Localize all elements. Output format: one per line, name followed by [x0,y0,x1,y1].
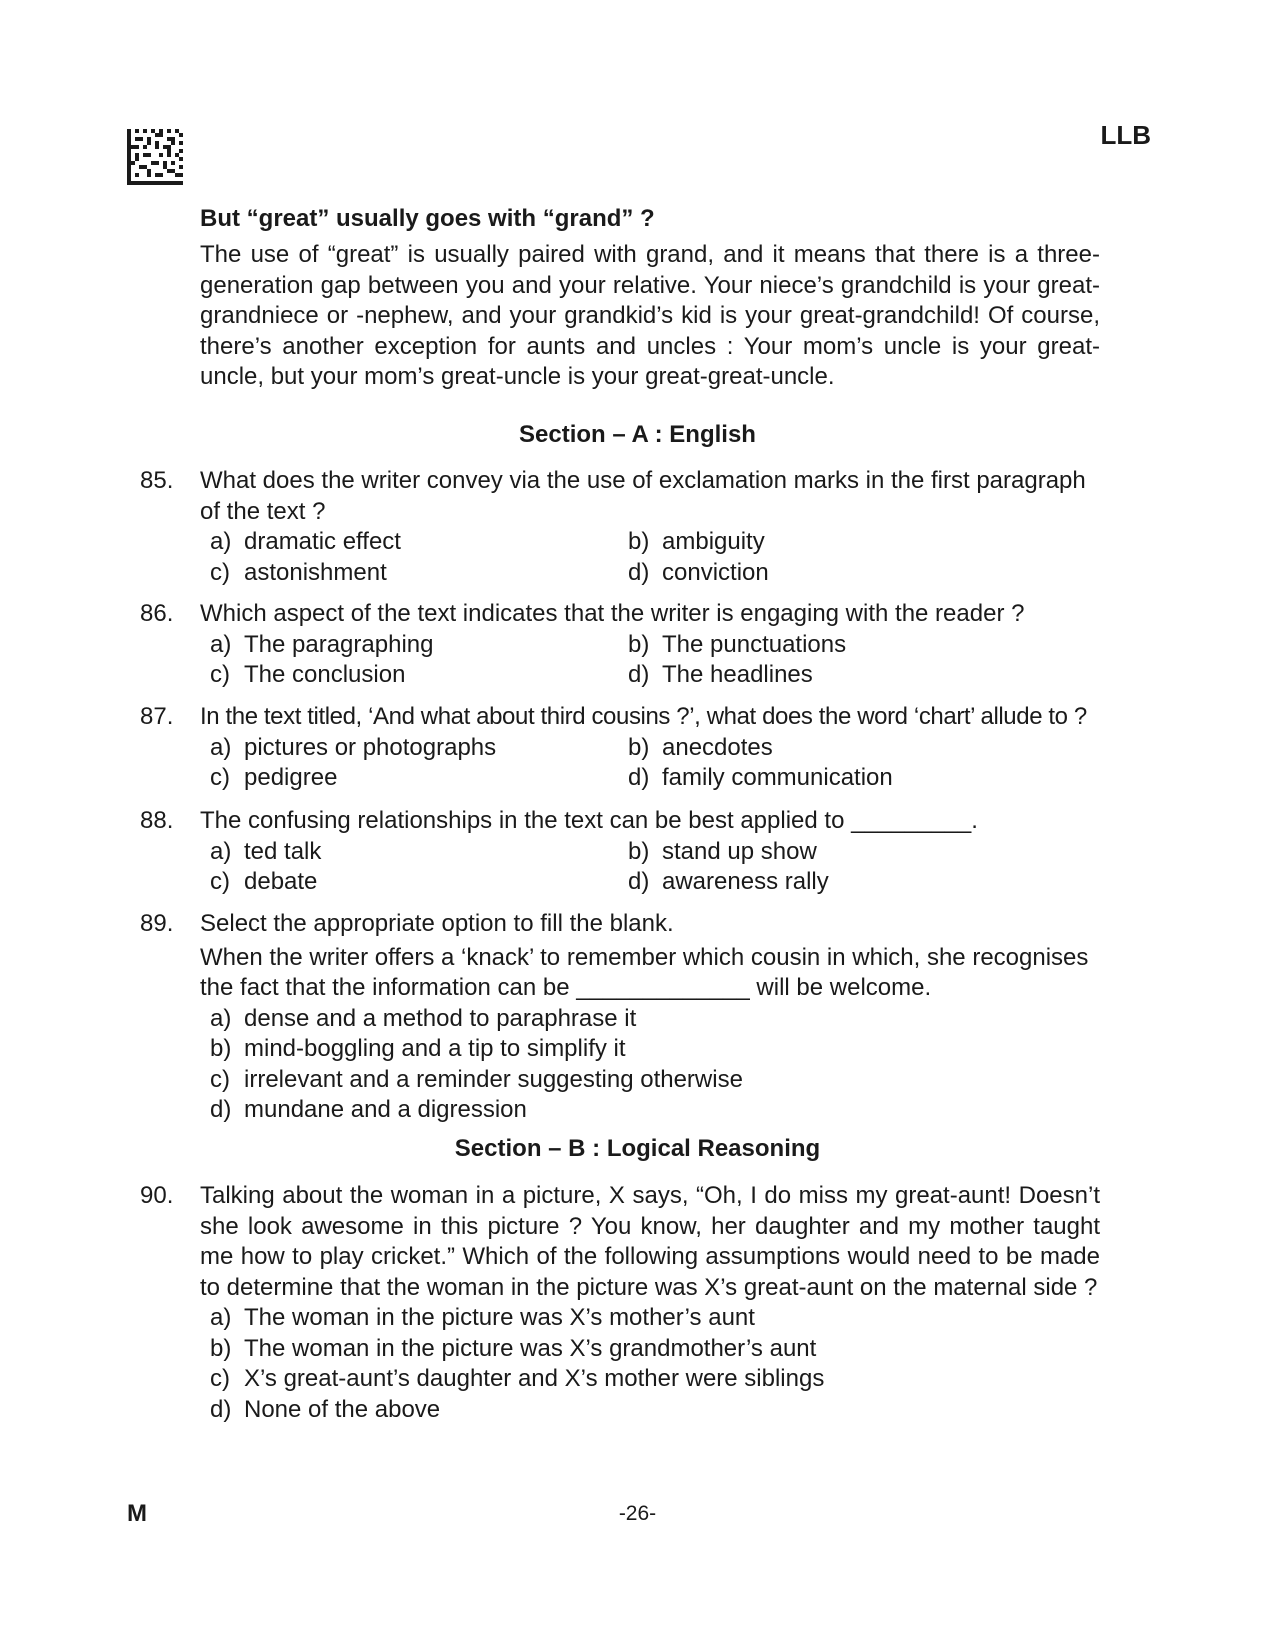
series-letter: M [127,1500,147,1527]
option-c: c) astonishment [210,558,387,586]
page-number: -26- [618,1502,657,1525]
option-a: a) The paragraphing [210,630,434,658]
options [210,1004,1100,1126]
option-b: b) stand up show [628,837,817,865]
question-text: Which aspect of the text indicates that the writer is engaging with the reader ? [200,600,1025,627]
option-d: d) conviction [628,558,769,586]
option-c: c) X’s great-aunt’s daughter and X’s mother were siblings [210,1365,825,1392]
option-d: d) The headlines [628,661,813,688]
options [210,837,1100,898]
option-b: b) anecdotes [628,733,773,761]
option-b: b) ambiguity [628,528,765,555]
question-text: In the text titled, ‘And what about third cousins ?’, what does the word ‘chart’ allude to ? [200,703,1087,730]
question-89 [140,909,1100,1126]
option-a: a) ted talk [210,837,322,865]
question-number: 85. [140,467,174,494]
question-number: 88. [140,807,174,834]
datamatrix-code-icon [127,128,183,186]
option-b: b) The woman in the picture was X’s grandmother’s aunt [210,1334,817,1362]
option-b: b) The punctuations [628,630,847,658]
option-c: c) debate [210,868,318,895]
question-text: Talking about the woman in a picture, X says, “Oh, I do miss my great-aunt! Doesn’t she look awesome in this picture ? You know, her daughter and my mother taught me how to play cricket.” Which of the following assumptions would need to be made to determine that the woman in the picture was X’s great-aunt on the maternal side ? [200,1182,1100,1301]
question-86 [140,599,1100,691]
option-d: d) None of the above [210,1395,441,1423]
question-number: 90. [140,1182,174,1209]
passage-excerpt [200,204,1100,393]
question-90 [140,1181,1100,1425]
question-number: 89. [140,910,174,937]
question-number: 87. [140,703,174,730]
option-b: b) mind-boggling and a tip to simplify it [210,1035,626,1062]
options [210,527,1100,588]
options [210,630,1100,691]
passage-paragraph: The use of “great” is usually paired with grand, and it means that there is a three-generation gap between you and your relative. Your niece’s grandchild is your great-grandniece or -nephew, and your grandkid’s kid is your great-grandchild! Of course, there’s another exception for aunts and uncles : Your mom’s uncle is your great-uncle, but your mom’s great-uncle is your great-great-uncle. [200,241,1100,390]
section-a-title: Section – A : English [519,421,756,448]
question-85 [140,466,1100,588]
option-d: d) family communication [628,764,893,791]
question-text: Select the appropriate option to fill the blank. [200,910,674,937]
option-a: a) The woman in the picture was X’s mother’s aunt [210,1304,755,1331]
paper-code: LLB [1100,120,1151,150]
option-c: c) The conclusion [210,661,406,688]
passage-subheading: But “great” usually goes with “grand” ? [200,205,655,232]
question-text: What does the writer convey via the use of exclamation marks in the first paragraph of the text ? [200,467,1086,525]
option-d: d) mundane and a digression [210,1096,527,1123]
options [210,733,1100,794]
question-text: The confusing relationships in the text can be best applied to _________. [200,807,978,834]
section-b-title: Section – B : Logical Reasoning [454,1135,821,1162]
question-87 [140,702,1100,794]
option-c: c) pedigree [210,764,338,791]
options [210,1303,1100,1425]
option-a: a) pictures or photographs [210,733,497,761]
question-number: 86. [140,600,174,627]
option-a: a) dramatic effect [210,528,401,555]
question-text-continued: When the writer offers a ‘knack’ to remember which cousin in which, she recognises the fact that the information can be _____________ will be welcome. [200,943,1089,1001]
option-d: d) awareness rally [628,868,829,895]
option-c: c) irrelevant and a reminder suggesting otherwise [210,1065,743,1093]
option-a: a) dense and a method to paraphrase it [210,1004,637,1032]
question-88 [140,806,1100,898]
